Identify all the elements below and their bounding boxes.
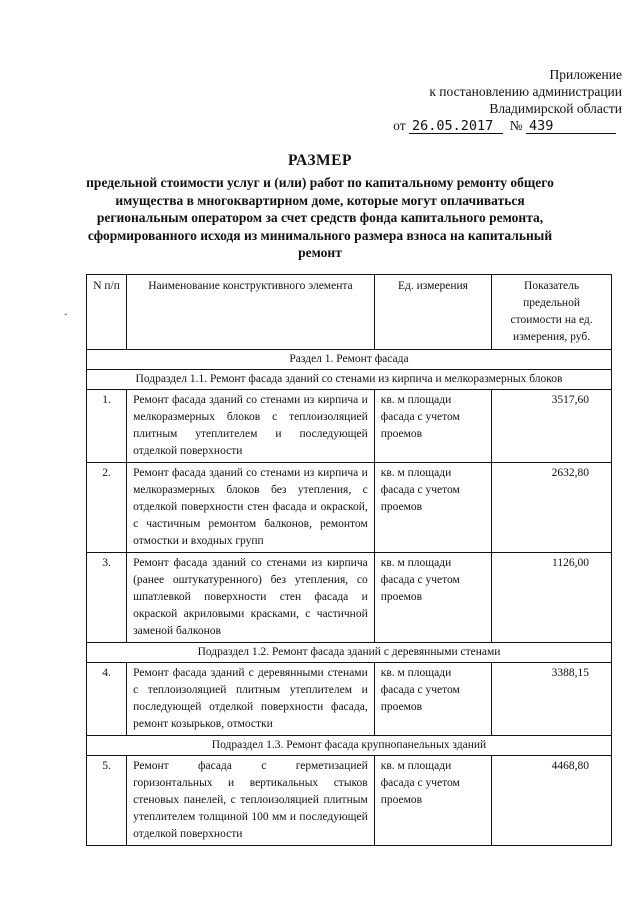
margin-mark: ˇ	[64, 313, 68, 324]
subsection-title: Подраздел 1.3. Ремонт фасада крупнопанельных зданий	[87, 736, 612, 756]
section-row	[87, 350, 612, 370]
row-name: Ремонт фасада зданий со стенами из кирпича и мелкоразмерных блоков с теплоизоляцией плитным утеплителем и последующей отделкой поверхности	[127, 390, 375, 463]
row-unit: кв. м площади фасада с учетом проемов	[374, 756, 491, 846]
title-heading: РАЗМЕР	[288, 152, 352, 169]
title-subtitle: предельной стоимости услуг и (или) работ по капитальному ремонту общего имущества в многоквартирном доме, которые могут оплачиваться региональным оператором за счет средств фонда капитального ремонта, сформированного исходя из минимального размера взноса на капитальный ремонт	[86, 175, 554, 260]
row-value: 1126,00	[492, 553, 612, 643]
resolution-date-number	[393, 118, 616, 134]
table-row	[87, 553, 612, 643]
row-value: 3388,15	[492, 663, 612, 736]
row-name: Ремонт фасада зданий со стенами из кирпича (ранее оштукатуренного) без утепления, со шпатлевкой поверхности стен фасада и окраской акриловыми красками, с частичной заменой балконов	[127, 553, 375, 643]
row-name: Ремонт фасада зданий с деревянными стенами с теплоизоляцией плитным утеплителем и последующей отделкой поверхности фасада, ремонт козырьков, отмостки	[127, 663, 375, 736]
header-unit: Ед. измерения	[374, 275, 491, 350]
subsection-row	[87, 370, 612, 390]
row-unit: кв. м площади фасада с учетом проемов	[374, 463, 491, 553]
row-no: 5.	[87, 756, 127, 846]
header-no: N п/п	[87, 275, 127, 350]
header-name: Наименование конструктивного элемента	[127, 275, 375, 350]
subsection-title: Подраздел 1.1. Ремонт фасада зданий со стенами из кирпича и мелкоразмерных блоков	[87, 370, 612, 390]
appendix-line: Приложение	[549, 67, 622, 82]
row-no: 4.	[87, 663, 127, 736]
cost-table	[86, 274, 612, 846]
row-value: 4468,80	[492, 756, 612, 846]
row-no: 1.	[87, 390, 127, 463]
subsection-title: Подраздел 1.2. Ремонт фасада зданий с деревянными стенами	[87, 643, 612, 663]
row-no: 3.	[87, 553, 127, 643]
row-value: 2632,80	[492, 463, 612, 553]
subsection-row	[87, 643, 612, 663]
table-row	[87, 756, 612, 846]
table-header-row	[87, 275, 612, 350]
row-value: 3517,60	[492, 390, 612, 463]
appendix-block	[362, 66, 622, 117]
row-no: 2.	[87, 463, 127, 553]
date-prefix: от	[393, 118, 406, 133]
row-unit: кв. м площади фасада с учетом проемов	[374, 553, 491, 643]
table-row	[87, 663, 612, 736]
row-unit: кв. м площади фасада с учетом проемов	[374, 663, 491, 736]
header-value: Показатель предельной стоимости на ед. измерения, руб.	[492, 275, 612, 350]
subsection-row	[87, 736, 612, 756]
resolution-date: 26.05.2017	[409, 119, 503, 134]
row-name: Ремонт фасада зданий со стенами из кирпича и мелкоразмерных блоков без утепления, с отделкой поверхности стен фасада и окраской, с частичным ремонтом балконов, ремонтом отмостки и входных групп	[127, 463, 375, 553]
table-row	[87, 390, 612, 463]
appendix-line: к постановлению администрации	[429, 84, 622, 99]
section-title: Раздел 1. Ремонт фасада	[87, 350, 612, 370]
number-prefix: №	[509, 118, 523, 133]
row-unit: кв. м площади фасада с учетом проемов	[374, 390, 491, 463]
row-name: Ремонт фасада с герметизацией горизонтальных и вертикальных стыков стеновых панелей, с теплоизоляцией плитным утеплителем толщиной 100 мм и последующей отделкой поверхности	[127, 756, 375, 846]
resolution-number: 439	[526, 119, 616, 134]
table-row	[87, 463, 612, 553]
appendix-line: Владимирской области	[489, 101, 622, 116]
document-title	[80, 152, 560, 262]
